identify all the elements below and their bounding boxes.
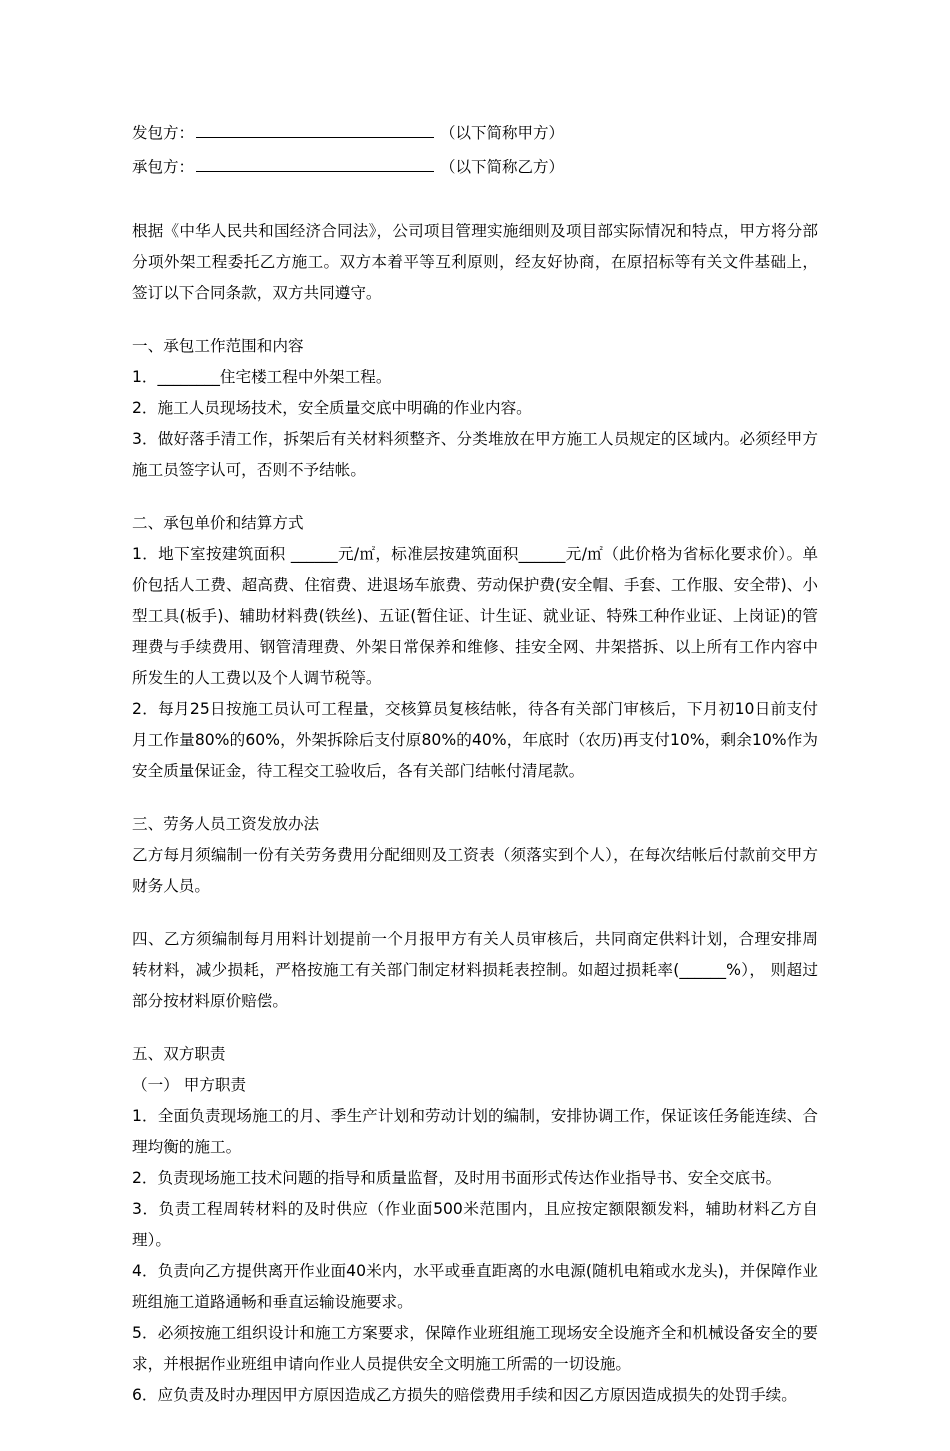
section-5-item-6: 6．应负责及时办理因甲方原因造成乙方损失的赔偿费用手续和因乙方原因造成损失的处罚手续。 xyxy=(132,1386,797,1404)
preamble-paragraph: 根据《中华人民共和国经济合同法》，公司项目管理实施细则及项目部实际情况和特点，甲方将分部分项外架工程委托乙方施工。双方本着平等互利原则，经友好协商，在原招标等有关文件基础上，签订以下合同条款，双方共同遵守。 xyxy=(132,222,818,302)
section-2 xyxy=(132,508,818,787)
section-2-heading: 二、承包单价和结算方式 xyxy=(132,514,304,532)
section-4 xyxy=(132,924,818,1017)
section-5-subheading-a: （一） 甲方职责 xyxy=(132,1076,247,1094)
section-2-item-2: 2．每月25日按施工员认可工程量，交核算员复核结帐，待各有关部门审核后，下月初10日前支付月工作量80%的60%，外架拆除后支付原80%的40%，年底时（农历)再支付10%，剩余10%作为安全质量保证金，待工程交工验收后，各有关部门结帐付清尾款。 xyxy=(132,700,818,780)
section-5-item-1: 1．全面负责现场施工的月、季生产计划和劳动计划的编制，安排协调工作，保证该任务能连续、合理均衡的施工。 xyxy=(132,1107,818,1156)
party-label-contractor: 承包方： xyxy=(132,158,195,176)
section-5-heading: 五、双方职责 xyxy=(132,1045,226,1063)
section-3-item-1: 乙方每月须编制一份有关劳务费用分配细则及工资表（须落实到个人），在每次结帐后付款前交甲方财务人员。 xyxy=(132,846,818,895)
section-5-item-4: 4．负责向乙方提供离开作业面40米内，水平或垂直距离的水电源(随机电箱或水龙头)，并保障作业班组施工道路通畅和垂直运输设施要求。 xyxy=(132,1262,818,1311)
section-1-item-2: 2．施工人员现场技术，安全质量交底中明确的作业内容。 xyxy=(132,399,532,417)
spacer-1 xyxy=(132,486,818,508)
section-5 xyxy=(132,1039,818,1411)
section-1 xyxy=(132,331,818,486)
party-note-employer: （以下简称甲方） xyxy=(440,124,565,142)
party-blank-contractor[interactable] xyxy=(196,155,434,172)
spacer-2 xyxy=(132,787,818,809)
party-row-contractor xyxy=(132,152,818,182)
section-1-item-3: 3．做好落手清工作，拆架后有关材料须整齐、分类堆放在甲方施工人员规定的区域内。必须经甲方施工员签字认可，否则不予结帐。 xyxy=(132,430,818,479)
section-5-item-2: 2．负责现场施工技术问题的指导和质量监督，及时用书面形式传达作业指导书、安全交底书。 xyxy=(132,1169,782,1187)
party-note-contractor: （以下简称乙方） xyxy=(440,158,565,176)
party-blank-employer[interactable] xyxy=(196,121,434,138)
section-2-item-1: 1．地下室按建筑面积 ______元/㎡，标准层按建筑面积______元/㎡（此价格为省标化要求价）。单价包括人工费、超高费、住宿费、进退场车旅费、劳动保护费(安全帽、手套、工作服、安全带)、小型工具(板手)、辅助材料费(铁丝)、五证(暂住证、计生证、就业证、特殊工种作业证、上岗证)的管理费与手续费用、钢管清理费、外架日常保养和维修、挂安全网、井架搭拆、以上所有工作内容中所发生的人工费以及个人调节税等。 xyxy=(132,545,818,687)
party-label-employer: 发包方： xyxy=(132,124,195,142)
spacer-3 xyxy=(132,902,818,924)
section-4-item-1: 四、乙方须编制每月用料计划提前一个月报甲方有关人员审核后，共同商定供料计划，合理安排周转材料，减少损耗，严格按施工有关部门制定材料损耗表控制。如超过损耗率(______%）， 则超过部分按材料原价赔偿。 xyxy=(132,930,818,1010)
party-row-employer xyxy=(132,118,818,148)
section-5-item-5: 5．必须按施工组织设计和施工方案要求，保障作业班组施工现场安全设施齐全和机械设备安全的要求，并根据作业班组申请向作业人员提供安全文明施工所需的一切设施。 xyxy=(132,1324,818,1373)
spacer-4 xyxy=(132,1017,818,1039)
section-3 xyxy=(132,809,818,902)
section-3-heading: 三、劳务人员工资发放办法 xyxy=(132,815,320,833)
section-1-heading: 一、承包工作范围和内容 xyxy=(132,337,304,355)
section-1-item-1: 1．________住宅楼工程中外架工程。 xyxy=(132,368,392,386)
section-5-item-3: 3．负责工程周转材料的及时供应（作业面500米范围内，且应按定额限额发料，辅助材料乙方自理）。 xyxy=(132,1200,818,1249)
party-block xyxy=(132,118,818,182)
